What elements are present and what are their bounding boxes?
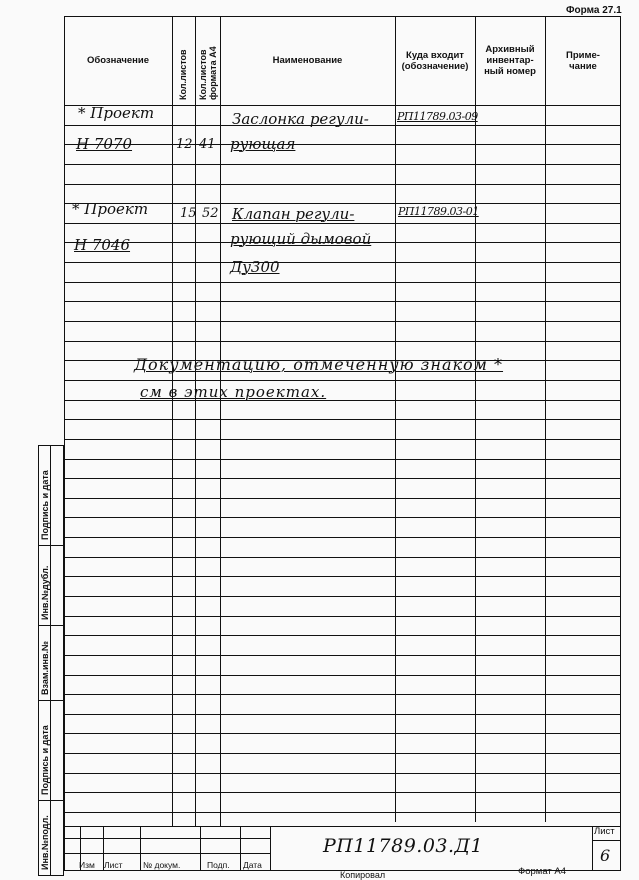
- stamp-inv-podl: Инв.№подл.: [40, 815, 50, 870]
- row-line: [64, 576, 621, 577]
- stamp-inv-dubl: Инв.№дубл.: [40, 565, 50, 620]
- header-sheets-count: Кол.листов: [178, 49, 188, 100]
- row-line: [64, 557, 621, 558]
- entry-2-designation-line2: Н 7046: [74, 236, 131, 254]
- row-line: [64, 792, 621, 793]
- tb-sheet-label: Лист: [594, 826, 615, 837]
- tb-document-code: РП11789.03.Д1: [323, 835, 484, 857]
- row-line: [64, 537, 621, 538]
- entry-1-sheets: 12: [176, 137, 193, 152]
- row-line: [64, 655, 621, 656]
- row-line: [64, 498, 621, 499]
- row-line: [64, 164, 621, 165]
- row-line: [64, 380, 621, 381]
- row-line: [64, 733, 621, 734]
- note-line-1: Документацию, отмеченную знаком *: [134, 355, 504, 374]
- header-sheets-a4: Кол.листов формата А4: [198, 46, 218, 100]
- row-line: [64, 753, 621, 754]
- header-designation: Обозначение: [86, 55, 150, 66]
- row-line: [64, 184, 621, 185]
- row-line: [64, 341, 621, 342]
- row-line: [64, 714, 621, 715]
- row-line: [64, 144, 621, 145]
- stamp-vzam-inv: Взам.инв.№: [40, 640, 50, 695]
- row-line: [64, 321, 621, 322]
- entry-2-used-in: РП11789.03-01: [398, 205, 479, 218]
- entry-1-designation-line1: * Проект: [78, 104, 155, 122]
- entry-1-used-in: РП11789.03-09: [397, 110, 478, 123]
- row-line: [64, 262, 621, 263]
- row-line: [64, 517, 621, 518]
- row-line: [64, 616, 621, 617]
- tb-izm: Изм: [79, 860, 95, 870]
- row-line: [64, 223, 621, 224]
- tb-date: Дата: [243, 860, 262, 870]
- row-line: [64, 301, 621, 302]
- footer-copied: Копировал: [340, 870, 386, 880]
- row-line: [64, 675, 621, 676]
- entry-1-sheets-a4: 41: [199, 137, 216, 152]
- entry-1-designation-line2: Н 7070: [76, 135, 133, 153]
- tb-doc-no: № докум.: [143, 860, 181, 870]
- entry-1-name-line1: Заслонка регули-: [232, 110, 369, 128]
- stamp-sign-date-2: Подпись и дата: [40, 470, 50, 540]
- header-archive-no: Архивный инвентар-ный номер: [484, 44, 536, 77]
- row-line: [64, 596, 621, 597]
- col-divider: [172, 16, 173, 826]
- row-line: [64, 773, 621, 774]
- row-line: [64, 282, 621, 283]
- entry-1-name-line2: рующая: [230, 135, 296, 153]
- tb-sign: Подп.: [207, 860, 230, 870]
- row-line: [64, 694, 621, 695]
- header-note: Приме-чание: [566, 49, 600, 72]
- row-line: [64, 419, 621, 420]
- header-name: Наименование: [272, 55, 343, 66]
- row-line: [64, 439, 621, 440]
- footer-format: Формат А4: [518, 866, 567, 877]
- row-line: [64, 635, 621, 636]
- entry-2-name-line3: Ду300: [230, 258, 280, 276]
- tb-list: Лист: [104, 860, 123, 870]
- entry-2-sheets: 15: [180, 206, 197, 221]
- entry-2-name-line1: Клапан регули-: [232, 205, 355, 223]
- stamp-sign-date-1: Подпись и дата: [40, 725, 50, 795]
- entry-2-name-line2: рующий дымовой: [230, 230, 372, 248]
- tb-sheet-number: 6: [600, 846, 611, 865]
- header-used-in: Куда входит (обозначение): [401, 49, 469, 72]
- row-line: [64, 459, 621, 460]
- row-line: [64, 812, 621, 813]
- form-label: Форма 27.1: [566, 5, 622, 16]
- entry-2-designation-line1: * Проект: [72, 200, 149, 218]
- row-line: [64, 478, 621, 479]
- entry-2-sheets-a4: 52: [202, 206, 219, 221]
- note-line-2: см в этих проектах.: [140, 383, 327, 401]
